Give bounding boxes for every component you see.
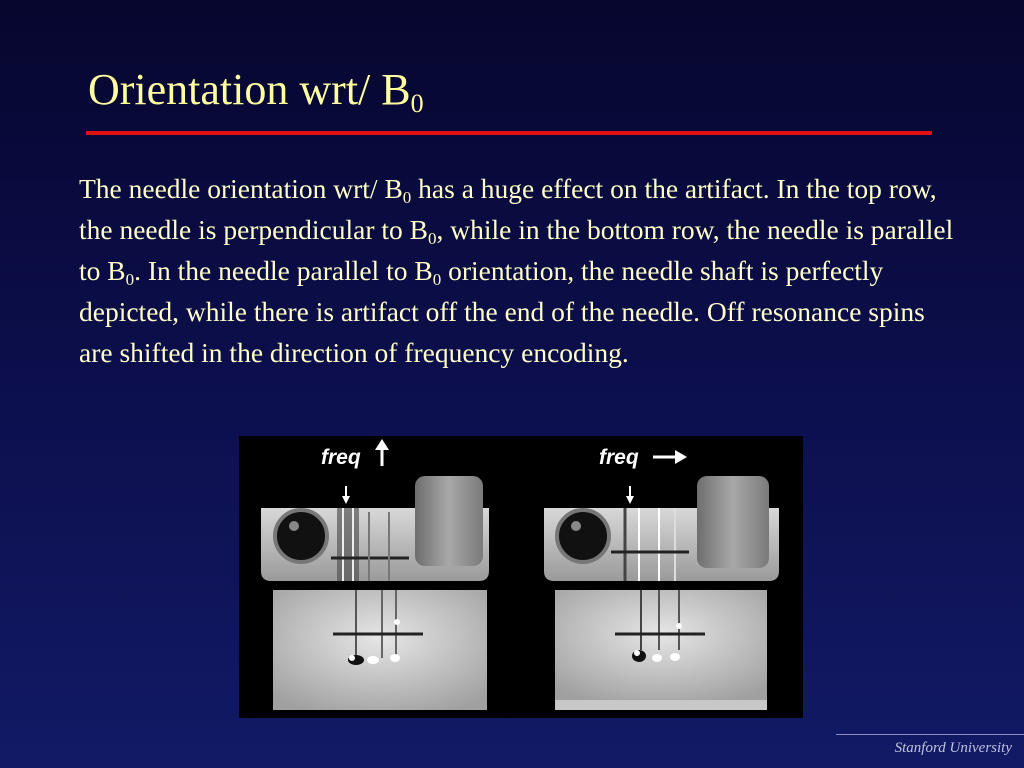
needle-pointer-icon — [626, 486, 634, 504]
freq-label-right: freq — [599, 446, 639, 469]
mri-figure-svg — [239, 436, 803, 718]
slide-title-subscript: 0 — [410, 89, 424, 118]
needle-pointer-icon — [342, 486, 350, 504]
bottom-right-panel — [555, 590, 767, 710]
body-segment: orientation, the needle shaft is perfectly depicted, while there is artifact off the end of the needle. Off resonance spins are shifted in the direction of frequency encoding. — [79, 255, 925, 368]
slide-title — [88, 64, 424, 119]
arrow-right-icon — [653, 450, 687, 464]
footer-divider — [836, 734, 1024, 735]
body-segment: has a huge effect on the artifact. In the top row, the needle is perpendicular to B — [79, 173, 937, 245]
body-subscript: 0 — [125, 270, 135, 289]
bottom-left-panel — [273, 590, 487, 710]
phantom-sphere-left — [275, 510, 327, 562]
mri-figure — [239, 436, 803, 718]
footer-institution: Stanford University — [894, 740, 1012, 756]
body-segment: The needle orientation wrt/ B — [79, 173, 403, 204]
phantom-sphere-right — [557, 510, 609, 562]
body-subscript: 0 — [432, 270, 442, 289]
freq-label-left: freq — [321, 446, 361, 469]
body-subscript: 0 — [402, 188, 412, 207]
top-right-panel — [544, 446, 779, 581]
phantom-block-left — [415, 476, 483, 566]
top-left-panel — [261, 439, 489, 581]
arrow-up-icon — [375, 439, 389, 466]
phantom-lower-left — [273, 590, 487, 710]
body-subscript: 0 — [427, 229, 437, 248]
slide-title-text: Orientation wrt/ B — [88, 65, 411, 114]
body-paragraph — [79, 168, 959, 373]
body-segment: , while in the bottom row, the needle is parallel to B — [79, 214, 954, 286]
phantom-lower-right — [555, 590, 767, 700]
body-segment: . In the needle parallel to B — [134, 255, 433, 286]
title-underline — [86, 131, 932, 135]
phantom-block-right — [697, 476, 769, 568]
